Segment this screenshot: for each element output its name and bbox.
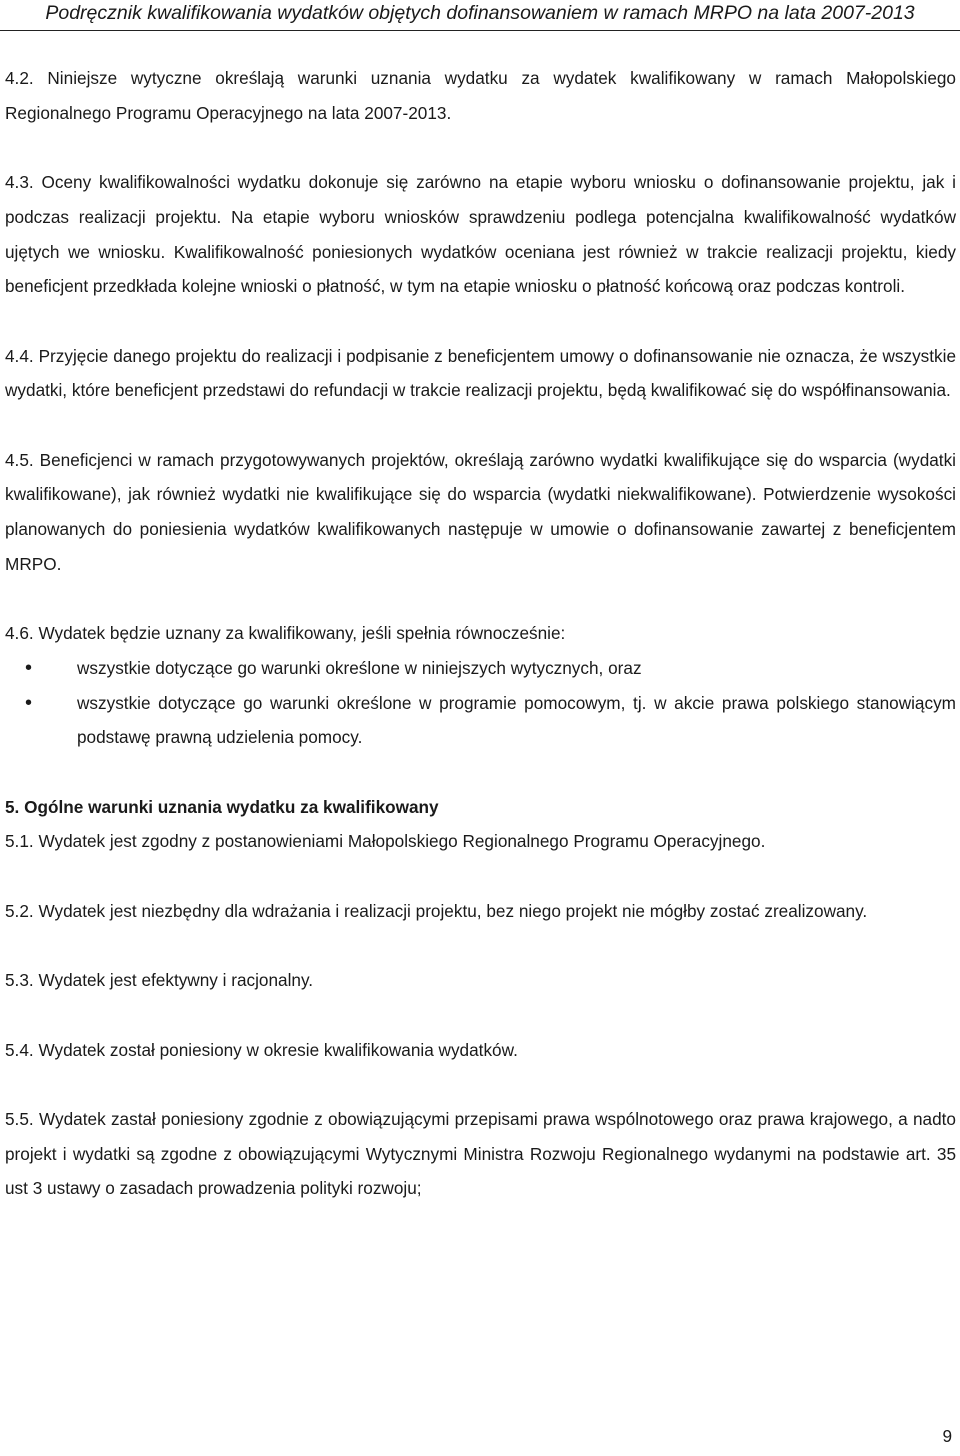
header-divider: [0, 30, 960, 31]
paragraph-4-6: 4.6. Wydatek będzie uznany za kwalifikowany, jeśli spełnia równocześnie:: [5, 623, 566, 644]
bullet-icon: •: [25, 691, 33, 714]
bullet-icon: •: [25, 656, 33, 679]
paragraph-5-2: 5.2. Wydatek jest niezbędny dla wdrażania i realizacji projektu, bez niego projekt nie mógłby zostać zrealizowany.: [5, 900, 868, 921]
list-item: [5, 651, 956, 686]
running-header: Podręcznik kwalifikowania wydatków objętych dofinansowaniem w ramach MRPO na lata 2007-2013: [45, 2, 915, 24]
paragraph-5-5: 5.5. Wydatek zastał poniesiony zgodnie z obowiązującymi przepisami prawa wspólnotowego oraz prawa krajowego, a nadto projekt i wydatki są zgodne z obowiązującymi Wytycznymi Ministra Rozwoju Regionalnego wydanymi na podstawie art. 35 ust 3 ustawy o zasadach prowadzenia polityki rozwoju;: [5, 1108, 956, 1199]
paragraph-4-5: 4.5. Beneficjenci w ramach przygotowywanych projektów, określają zarówno wydatki kwalifikujące się do wsparcia (wydatki kwalifikowane), jak również wydatki nie kwalifikujące się do wsparcia (wydatki niekwalifikowane). Potwierdzenie wysokości planowanych do poniesienia wydatków kwalifikowanych następuje w umowie o dofinansowanie zawartej z beneficjentem MRPO.: [5, 449, 956, 574]
list-item: [5, 686, 956, 755]
paragraph-5-4: 5.4. Wydatek został poniesiony w okresie kwalifikowania wydatków.: [5, 1039, 518, 1060]
conditions-list: [5, 651, 956, 755]
paragraph-4-3: 4.3. Oceny kwalifikowalności wydatku dokonuje się zarówno na etapie wyboru wniosku o dofinansowanie projektu, jak i podczas realizacji projektu. Na etapie wyboru wniosków sprawdzeniu podlega potencjalna kwalifikowalność wydatków ujętych we wniosku. Kwalifikowalność poniesionych wydatków oceniana jest również w trakcie realizacji projektu, kiedy beneficjent przedkłada kolejne wnioski o płatność, w tym na etapie wniosku o płatność końcową oraz podczas kontroli.: [5, 172, 956, 297]
section-5-heading: 5. Ogólne warunki uznania wydatku za kwalifikowany: [5, 796, 439, 817]
paragraph-4-2: 4.2. Niniejsze wytyczne określają warunki uznania wydatku za wydatek kwalifikowany w ramach Małopolskiego Regionalnego Programu Operacyjnego na lata 2007-2013.: [5, 68, 956, 123]
paragraph-5-1: 5.1. Wydatek jest zgodny z postanowieniami Małopolskiego Regionalnego Programu Operacyjnego.: [5, 831, 766, 852]
paragraph-5-3: 5.3. Wydatek jest efektywny i racjonalny.: [5, 970, 314, 991]
page-number: 9: [942, 1426, 952, 1446]
document-body: [5, 61, 956, 1206]
paragraph-4-4: 4.4. Przyjęcie danego projektu do realizacji i podpisanie z beneficjentem umowy o dofinansowanie nie oznacza, że wszystkie wydatki, które beneficjent przedstawi do refundacji w trakcie realizacji projektu, będą kwalifikować się do współfinansowania.: [5, 345, 956, 401]
list-item-text: wszystkie dotyczące go warunki określone w programie pomocowym, tj. w akcie prawa polskiego stanowiącym podstawę prawną udzielenia pomocy.: [77, 692, 956, 748]
list-item-text: wszystkie dotyczące go warunki określone w niniejszych wytycznych, oraz: [77, 657, 642, 678]
